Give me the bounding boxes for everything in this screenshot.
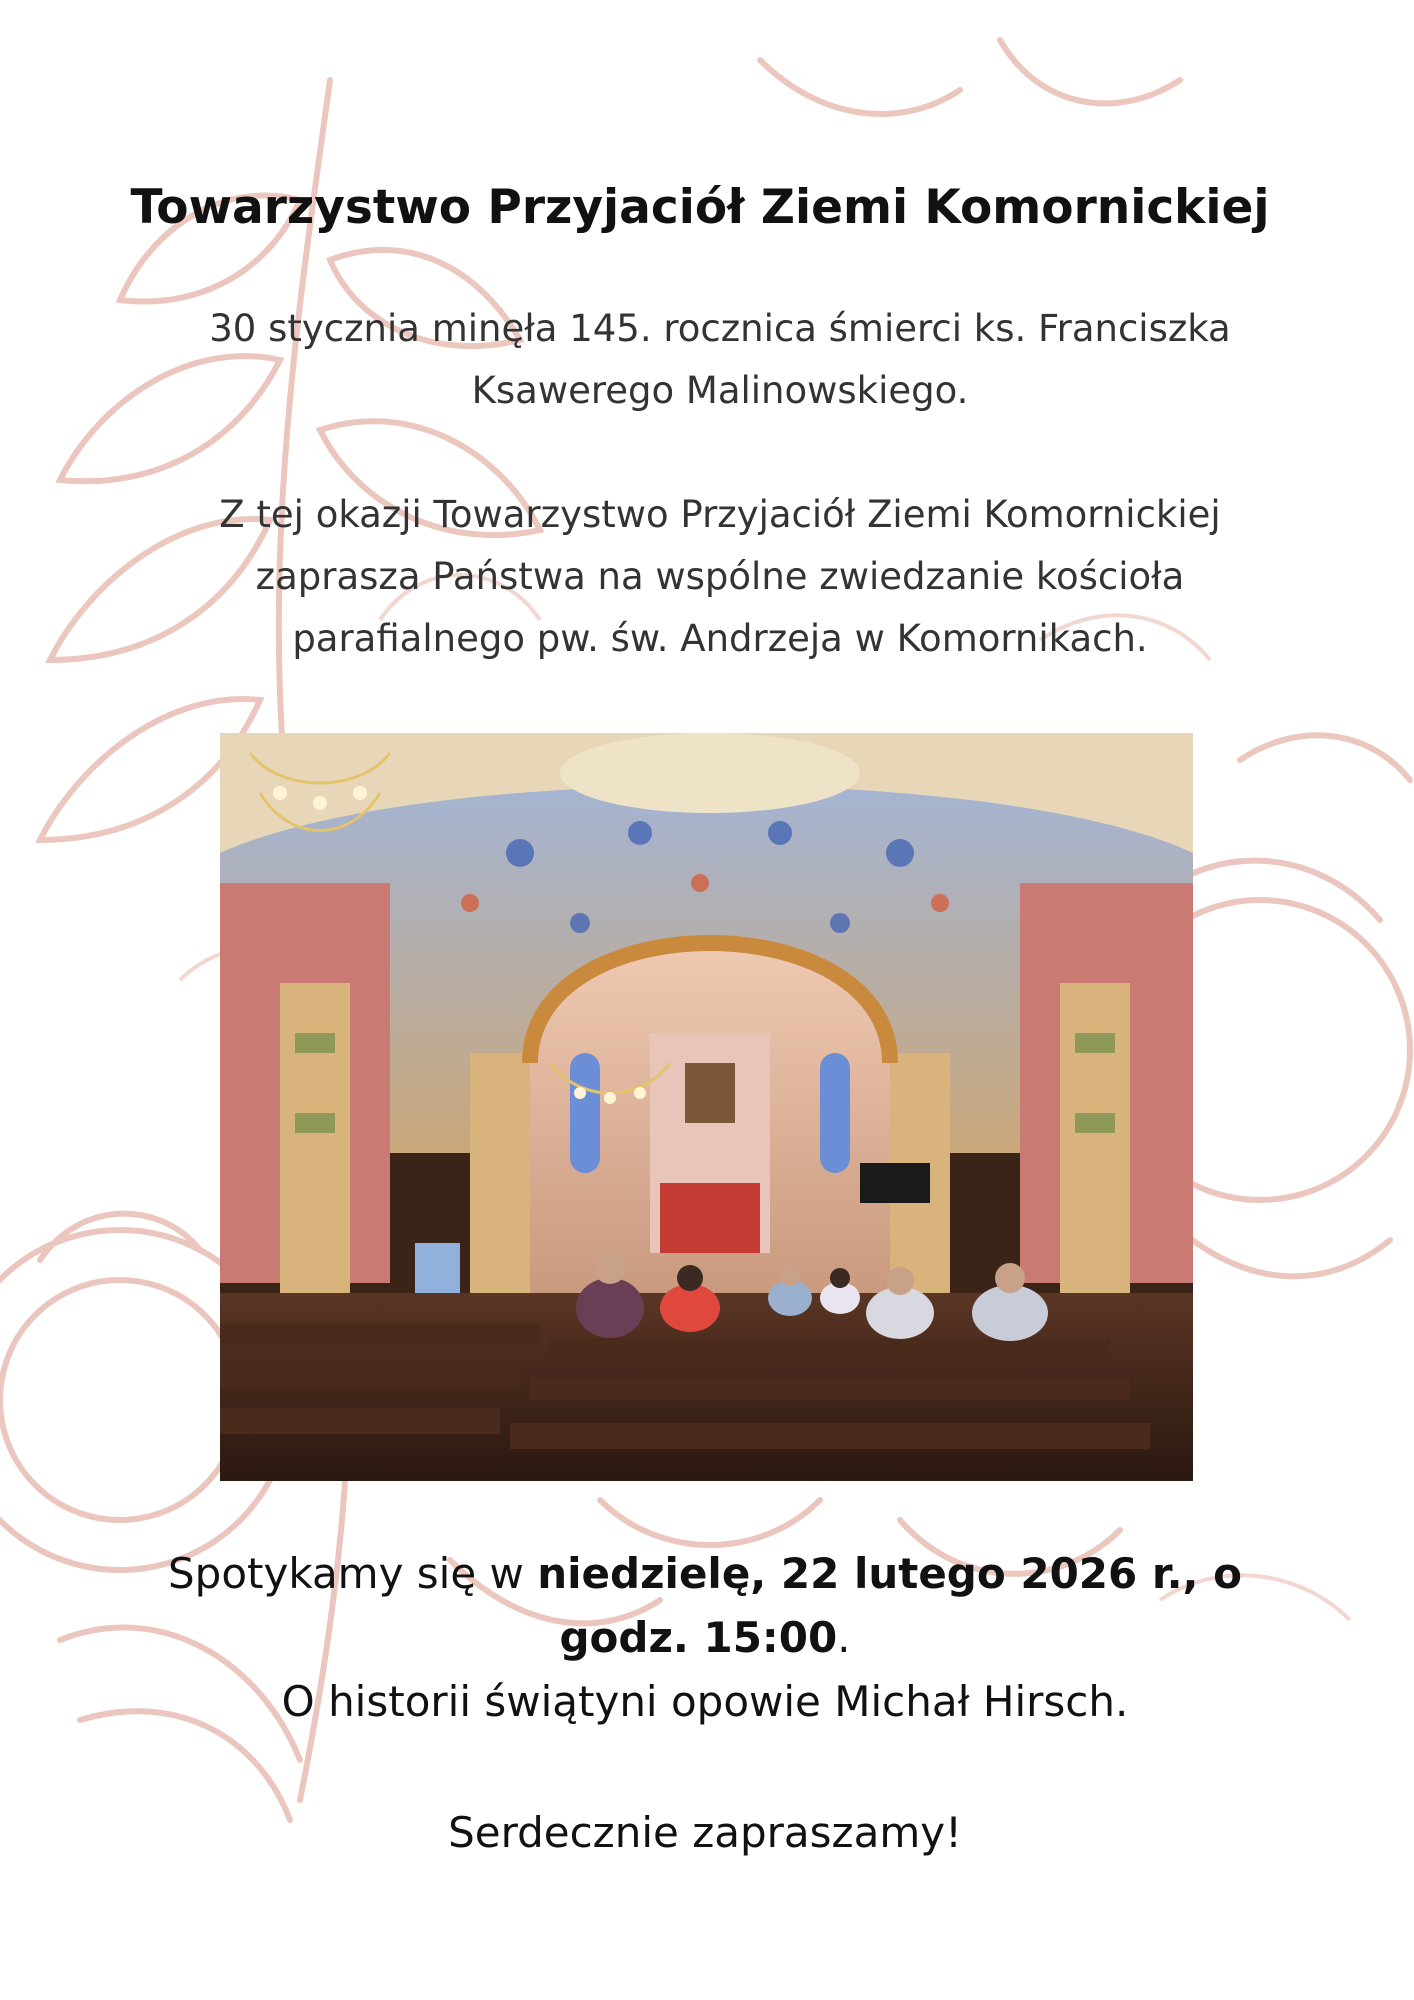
meeting-suffix: .: [837, 1613, 851, 1662]
meeting-date: niedzielę, 22 lutego 2026 r., o: [537, 1549, 1242, 1598]
church-interior-photo: [220, 733, 1193, 1481]
church-interior-illustration: [220, 733, 1193, 1481]
closing-invitation: Serdecznie zapraszamy!: [448, 1808, 962, 1857]
meeting-speaker: O historii świątyni opowie Michał Hirsch.: [281, 1677, 1129, 1726]
meeting-time: godz. 15:00: [559, 1613, 838, 1662]
intro-line: parafialnego pw. św. Andrzeja w Komornikach.: [292, 617, 1148, 660]
meeting-date-line: [100, 1542, 1310, 1606]
intro-text: [110, 298, 1330, 670]
poster-title: Towarzystwo Przyjaciół Ziemi Komornickiej: [130, 180, 1270, 235]
paragraph-gap: [110, 422, 1330, 484]
intro-line: 30 stycznia minęła 145. rocznica śmierci ks. Franciszka: [209, 307, 1231, 350]
intro-line: Ksawerego Malinowskiego.: [471, 369, 969, 412]
meeting-prefix: Spotykamy się w: [168, 1549, 538, 1598]
meeting-details: [100, 1542, 1310, 1734]
meeting-time-line: [100, 1606, 1310, 1670]
intro-line: zaprasza Państwa na wspólne zwiedzanie kościoła: [255, 555, 1185, 598]
intro-line: Z tej okazji Towarzystwo Przyjaciół Ziemi Komornickiej: [219, 493, 1221, 536]
